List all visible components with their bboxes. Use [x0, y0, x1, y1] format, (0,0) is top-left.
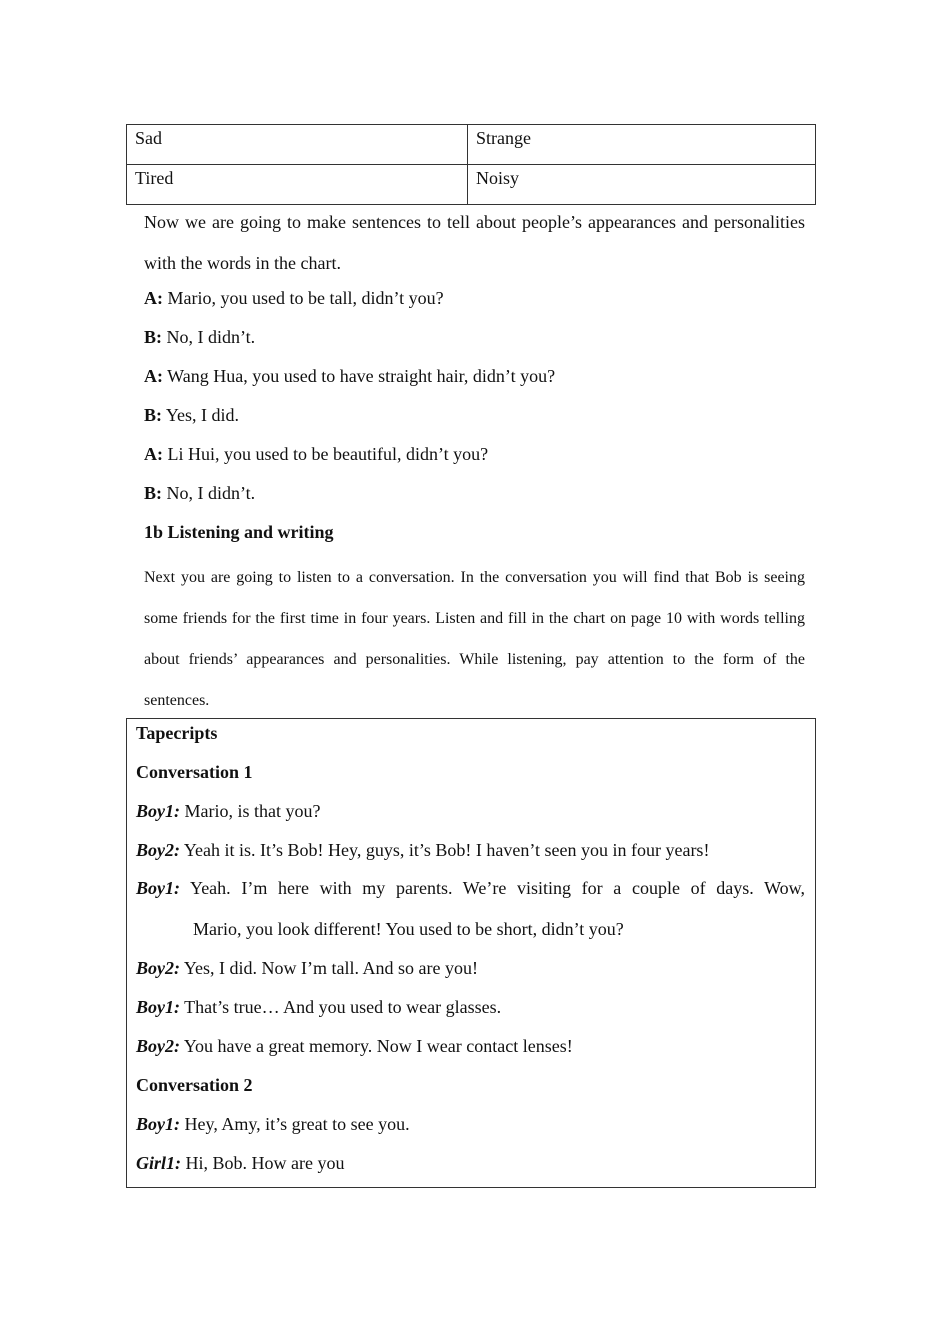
speaker-label: A: [144, 288, 163, 308]
role-label: Boy1: [136, 997, 180, 1017]
example-text: Wang Hua, you used to have straight hair, didn’t you? [163, 366, 556, 386]
dialogue-line [136, 798, 320, 824]
dialogue-first-line [136, 868, 805, 909]
dialogue-text: Yes, I did. Now I’m tall. And so are you! [180, 958, 478, 978]
example-text: Yes, I did. [162, 405, 240, 425]
table-cell: Sad [127, 125, 468, 165]
speaker-label: B: [144, 327, 162, 347]
intro-paragraph: Now we are going to make sentences to tell about people’s appearances and personalities with the words in the chart. [144, 212, 805, 273]
conversation-1-title: Conversation 1 [136, 762, 253, 782]
section-heading: 1b Listening and writing [144, 522, 334, 542]
table-row [127, 165, 816, 205]
dialogue-line [136, 994, 501, 1020]
role-label: Boy2: [136, 1036, 180, 1056]
speaker-label: A: [144, 444, 163, 464]
table-row [127, 125, 816, 165]
role-label: Boy1: [136, 878, 180, 898]
dialogue-text: That’s true… And you used to wear glasses. [180, 997, 502, 1017]
dialogue-line [136, 1111, 410, 1137]
role-label: Boy1: [136, 801, 180, 821]
dialogue-line [136, 955, 478, 981]
example-text: No, I didn’t. [162, 483, 256, 503]
table-cell: Tired [127, 165, 468, 205]
dialogue-text: You have a great memory. Now I wear contact lenses! [180, 1036, 573, 1056]
role-label: Boy1: [136, 1114, 180, 1134]
table-cell: Noisy [468, 165, 816, 205]
conversation-2-title: Conversation 2 [136, 1075, 253, 1095]
dialogue-text: Mario, is that you? [180, 801, 321, 821]
dialogue-continuation: Mario, you look different! You used to be short, didn’t you? [193, 919, 624, 939]
speaker-label: B: [144, 483, 162, 503]
dialogue-text: Yeah. I’m here with my parents. We’re visiting for a couple of days. Wow, [180, 878, 805, 898]
section-instructions: Next you are going to listen to a conversation. In the conversation you will find that Bob is seeing some friends for the first time in four years. Listen and fill in the chart on page 10 with words telling about friends’ appearances and personalities. While listening, pay attention to the form of the sentences. [144, 569, 805, 709]
tapescript-box [126, 718, 816, 1188]
role-label: Girl1: [136, 1153, 181, 1173]
dialogue-line [136, 837, 709, 863]
example-line [144, 441, 488, 467]
example-line [144, 402, 239, 428]
example-text: No, I didn’t. [162, 327, 256, 347]
role-label: Boy2: [136, 840, 180, 860]
word-chart-table [126, 124, 816, 205]
dialogue-line-wrapped [136, 868, 805, 950]
dialogue-line [136, 1150, 344, 1176]
example-line [144, 324, 255, 350]
dialogue-line [136, 1033, 573, 1059]
dialogue-text: Hi, Bob. How are you [181, 1153, 345, 1173]
example-line [144, 480, 255, 506]
example-line [144, 285, 444, 311]
role-label: Boy2: [136, 958, 180, 978]
example-text: Li Hui, you used to be beautiful, didn’t you? [163, 444, 489, 464]
example-text: Mario, you used to be tall, didn’t you? [163, 288, 444, 308]
table-cell: Strange [468, 125, 816, 165]
speaker-label: B: [144, 405, 162, 425]
tapescript-title: Tapecripts [136, 723, 218, 743]
example-line [144, 363, 555, 389]
speaker-label: A: [144, 366, 163, 386]
dialogue-text: Yeah it is. It’s Bob! Hey, guys, it’s Bob! I haven’t seen you in four years! [180, 840, 710, 860]
dialogue-text: Hey, Amy, it’s great to see you. [180, 1114, 410, 1134]
